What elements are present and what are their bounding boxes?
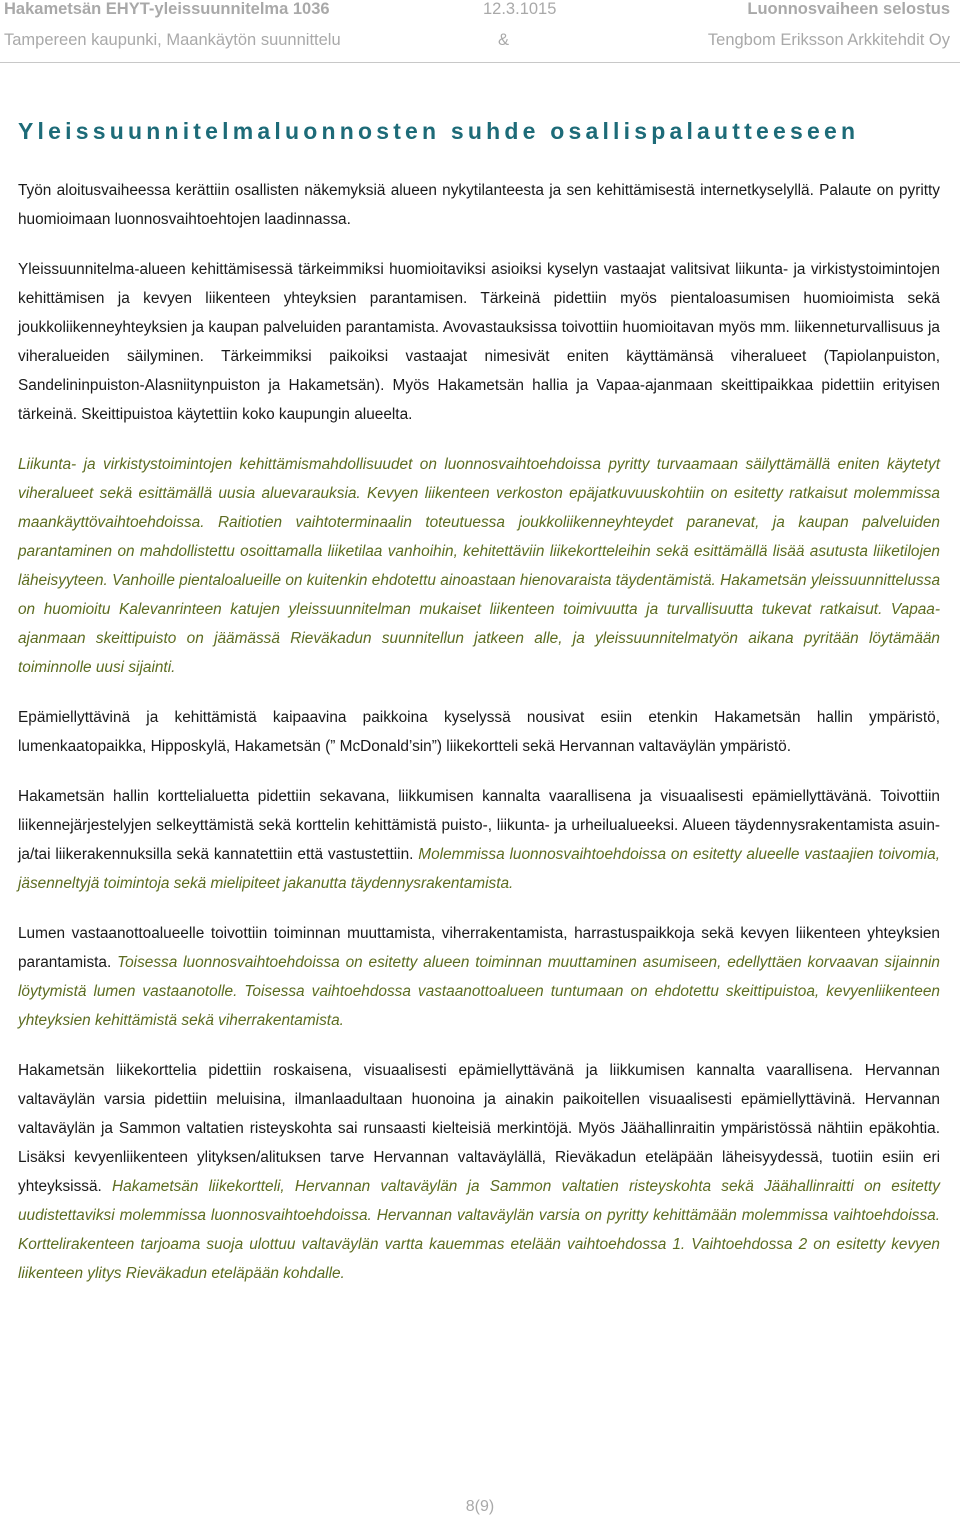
paragraph-7-italic-text: Hakametsän liikekortteli, Hervannan valtaväylän ja Sammon valtatien risteyskohta sekä Jäähallinraitti on esitetty uudistettaviksi molemmissa luonnosvaihtoehdoissa. Hervannan valtaväylän varsia on pyritty kehittämään molemmissa vaihtoehdoissa. Korttelirakenteen tarjoama suoja ulottuu valtaväylän vartta kauemmas etelään vaihtoehdossa 1. Vaihtoehdossa 2 on esitetty kevyen liikenteen ylitys Rieväkadun eteläpään kohdalle.	[18, 1178, 941, 1282]
paragraph-6	[18, 919, 940, 1035]
paragraph-5-italic-text: Molemmissa luonnosvaihtoehdoissa on esitetty alueelle vastaajien toivomia, jäsenneltyjä toimintoja sekä mielipiteet jakanutta täydennysrakentamista.	[18, 846, 941, 892]
page-header	[0, 0, 960, 63]
document-title: Hakametsän EHYT-yleissuunnitelma 1036	[4, 0, 330, 18]
paragraph-2	[18, 255, 940, 429]
document-date: 12.3.1015	[483, 0, 557, 18]
paragraph-3	[18, 450, 940, 682]
header-ampersand: &	[498, 31, 510, 49]
paragraph-6-italic-text: Toisessa luonnosvaihtoehdoissa on esitetty alueen toiminnan muuttaminen asumiseen, edellyttäen korvaavan sijainnin löytymistä lumen vastaanotolle. Toisessa vaihtoehdossa vastaanottoalueen tuntumaan on ehdotettu skeittipuistoa, kevyenliikenteen yhteyksien kehittämistä sekä viherrakentamista.	[18, 954, 940, 1029]
paragraph-7-text: Hakametsän liikekorttelia pidettiin roskaisena, visuaalisesti epämiellyttävänä ja liikkumisen kannalta vaarallisena. Hervannan valtaväylän varsia pidettiin meluisina, ilmanlaadultaan huonoina ja ainakin paikoitellen visuaalisesti epämiellyttävinä. Hervannan valtaväylän ja Sammon valtatien risteyskohta sai runsaasti kielteisiä merkintöjä. Myös Jäähallinraitin ympäristössä nähtiin epäkohtia. Lisäksi kevyenliikenteen ylityksen/alituksen tarve Hervannan valtaväylällä, Rieväkadun eteläpään läheisyydessä, tuotiin esiin eri yhteyksissä.	[18, 1062, 940, 1195]
page-body	[18, 116, 940, 1309]
section-heading: Yleissuunnitelmaluonnosten suhde osallispalautteeseen	[18, 118, 860, 144]
paragraph-2-text: Yleissuunnitelma-alueen kehittämisessä tärkeimmiksi huomioitaviksi asioiksi kyselyn vastaajat valitsivat liikunta- ja virkistystoimintojen kehittämisen ja kevyen liikenteen yhteyksien parantamisen. Tärkeinä pidettiin myös pientaloasumisen huomioimista sekä joukkoliikenneyhteyksien ja kaupan palveluiden parantamista. Avovastauksissa toivottiin huomioitavan myös mm. liikenneturvallisuus ja viheralueiden säilyminen. Tärkeimmiksi paikoiksi vastaajat nimesivät eniten käyttämänsä viheralueet (Tapiolanpuiston, Sandelininpuiston-Alasniitynpuiston ja Hakametsän). Myös Hakametsän hallia ja Vapaa-ajanmaan skeittipaikkaa pidettiin erityisen tärkeinä. Skeittipuistoa käytettiin koko kaupungin alueelta.	[18, 261, 940, 423]
paragraph-5-text: Hakametsän hallin korttelialuetta pidettiin sekavana, liikkumisen kannalta vaarallisena ja visuaalisesti epämiellyttävänä. Toivottiin liikennejärjestelyjen selkeyttämistä sekä korttelin kehittämistä puisto-, liikunta- ja urheilualueeksi. Alueen täydennysrakentamista asuin- ja/tai liikerakennuksilla sekä kannatettiin että vastustettiin.	[18, 788, 940, 863]
paragraph-6-text: Lumen vastaanottoalueelle toivottiin toiminnan muuttamista, viherrakentamista, harrastuspaikkoja sekä kevyen liikenteen yhteyksien parantamista.	[18, 925, 940, 971]
paragraph-1	[18, 176, 940, 234]
paragraph-7	[18, 1056, 940, 1288]
paragraph-3-italic-text: Liikunta- ja virkistystoimintojen kehittämismahdollisuudet on luonnosvaihtoehdoissa pyritty turvaamaan säilyttämällä eniten käytetyt viheralueet sekä esittämällä uusia aluevarauksia. Kevyen liikenteen verkoston epäjatkuvuuskohtiin on esitetty ratkaisut molemmissa maankäyttövaihtoehdoissa. Raitiotien vaihtoterminaalin toteutuessa joukkoliikenneyhteydet paranevat, ja kaupan palveluiden parantaminen on mahdollistettu osoittamalla liiketilaa vanhoihin, kehitettäviin liikekortteleihin sekä esittämällä lisää asutusta liiketilojen läheisyyteen. Vanhoille pientaloalueille on kuitenkin ehdotettu ainoastaan hienovaraista täydentämistä. Hakametsän yleissuunnittelussa on huomioitu Kalevanrinteen katujen yleissuunnitelman mukaiset liikenteen toimivuutta ja turvallisuutta tukevat ratkaisut. Vapaa-ajanmaan skeittipuisto on jäämässä Rieväkadun suunnitellun jatkeen alle, ja yleissuunnitelmatyön aikana pyritään löytämään toiminnolle uusi sijainti.	[18, 456, 940, 676]
page-number: 8(9)	[465, 1498, 495, 1515]
paragraph-1-text: Työn aloitusvaiheessa kerättiin osallisten näkemyksiä alueen nykytilanteesta ja sen kehittämisestä internetkyselyllä. Palaute on pyritty huomioimaan luonnosvaihtoehtojen laadinnassa.	[18, 182, 940, 228]
organization-right: Tengbom Eriksson Arkkitehdit Oy	[707, 31, 950, 49]
organization-left: Tampereen kaupunki, Maankäytön suunnittelu	[4, 31, 341, 49]
paragraph-4-text: Epämiellyttävinä ja kehittämistä kaipaavina paikkoina kyselyssä nousivat esiin etenkin Hakametsän hallin ympäristö, lumenkaatopaikka, Hipposkylä, Hakametsän (” McDonald’sin”) liikekortteli sekä Hervannan valtaväylän ympäristö.	[18, 709, 940, 755]
document-section: Luonnosvaiheen selostus	[747, 0, 950, 18]
paragraph-5	[18, 782, 940, 898]
paragraph-4	[18, 703, 940, 761]
